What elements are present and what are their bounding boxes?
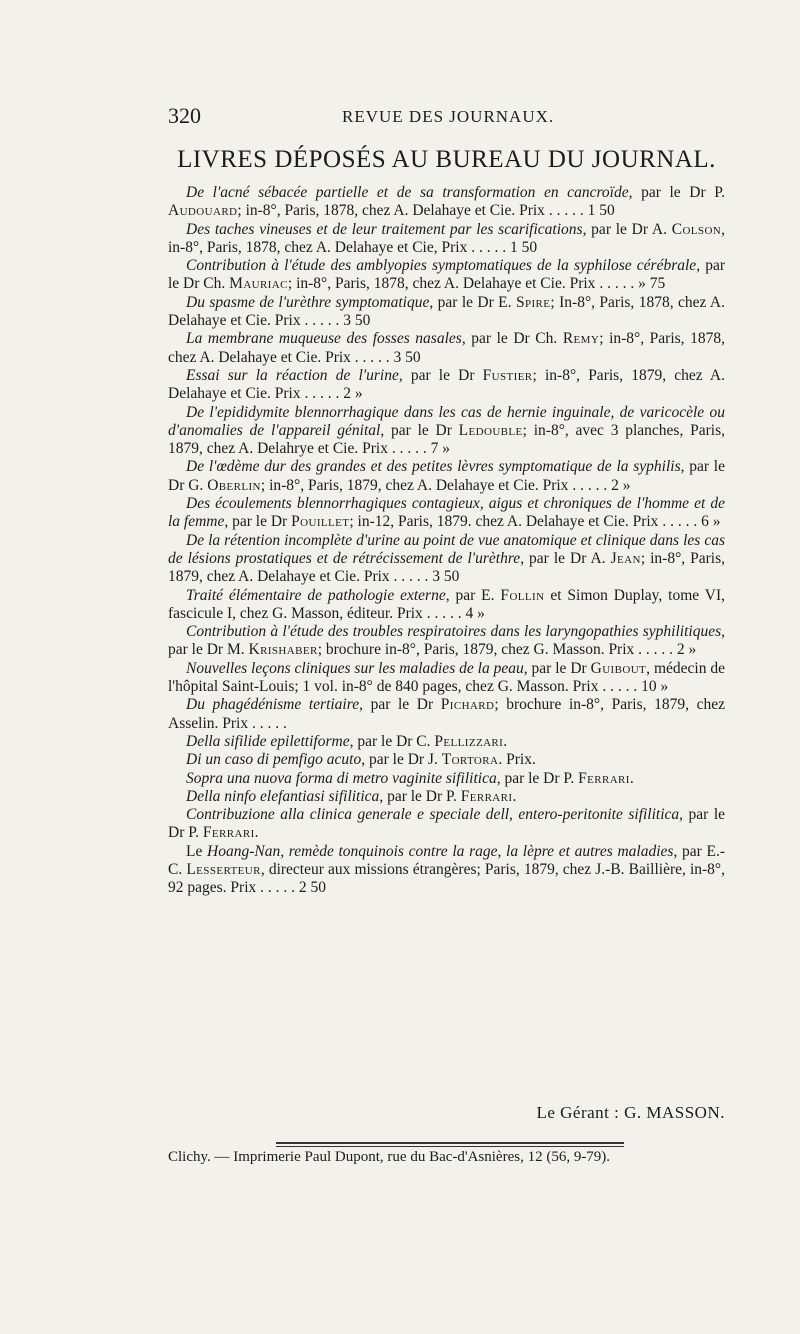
entry-author: Spire [515,293,551,311]
entry-details: . [512,787,517,805]
dot-leader: . . . . . [389,568,433,586]
entry-author: Krishaber [248,641,318,659]
entry-price: 4 » [465,604,485,622]
entry-author: Ledouble [458,421,523,439]
entry-author: Audouard [168,202,238,220]
entry-details: . [503,732,508,750]
book-entry [168,532,725,587]
entry-author: Pouillet [291,513,350,531]
book-entry [168,404,725,459]
entry-connector: , par le Dr [398,366,483,384]
entry-connector: , par le Dr P. [628,184,725,201]
entry-connector: , par le Dr E. [429,293,516,311]
book-entry [168,458,725,495]
entry-author: Mauriac [229,275,288,293]
book-entry [168,221,725,258]
entry-details: ; in-8°, Paris, 1879, chez A. Delahaye et Cie. Prix [168,549,726,586]
book-entry [168,806,725,843]
entry-author: Tortora [441,751,499,769]
entry-price: 3 50 [343,312,371,330]
dot-leader: . . . . . [387,440,431,458]
entry-price: 6 » [701,513,721,531]
entry-title: Hoang-Nan, remède tonquinois contre la rage, la lèpre et autres maladies [207,842,674,860]
entry-author: Lesserteur [186,860,261,878]
entry-details: ; in-8°, avec 3 planches, Paris, 1879, chez A. Delahrye et Cie. Prix [168,421,725,458]
entry-details: et Simon Duplay, tome VI, fascicule I, chez G. Masson, éditeur. Prix [168,586,725,622]
entry-author: Ferrari [578,769,630,787]
dot-leader: . . . . . [248,714,287,732]
entry-author: Fustier [482,366,533,384]
entry-title: De l'acné sébacée partielle et de sa transformation en cancroïde [186,184,629,201]
book-entry [168,257,725,294]
book-entry [168,696,725,733]
entry-details: ; brochure in-8°, Paris, 1879, chez Asselin. Prix [168,696,725,732]
entry-connector: , par le Dr M. [168,623,725,659]
entry-title: Essai sur la réaction de l'urine [186,366,399,384]
book-entry [168,294,725,331]
entry-price: 10 » [641,678,669,696]
entry-title: Sopra una nuova forma di metro vaginite sifilitica [186,769,497,787]
page-number: 320 [168,103,201,128]
book-entry [168,587,725,624]
entry-price: 1 50 [509,238,538,256]
entry-connector: , par le Dr P. [168,806,725,842]
entry-author: Pellizzari [434,732,504,750]
book-entry [168,751,725,769]
entry-details: ; in-8°, Paris, 1878, chez A. Delahaye et Cie. Prix [287,275,596,293]
entry-connector: , par E.-C. [168,842,725,878]
entry-title: De la rétention incomplète d'urine au point de vue anatomique et clinique dans les cas de lésions prostatiques et de rétrécissement de l'urèthre [168,531,725,567]
entry-title: Della sifilide epilettiforme [186,732,350,750]
entry-connector: , par le Dr Ch. [461,330,563,348]
book-entry [168,495,725,532]
entry-details: ; brochure in-8°, Paris, 1879, chez G. Masson. Prix [317,641,635,659]
book-entry [168,330,725,367]
dot-leader: . . . . . [544,202,588,220]
entry-connector: , par le Dr G. [168,458,725,494]
entry-author: Oberlin [207,476,261,494]
entry-details: . Prix. [498,751,536,769]
dot-leader: . . . . . [595,275,639,293]
entry-price: 2 » [676,641,697,659]
book-entry [168,770,725,788]
entry-title: Nouvelles leçons cliniques sur les maladies de la peau [186,659,524,677]
entry-connector: , par le Dr C. [349,732,435,750]
entry-title: De l'œdème dur des grandes et des petites lèvres symptomatique de la syphilis [186,458,681,476]
dot-leader: . . . . . [256,879,299,897]
entry-title: Contribution à l'étude des amblyopies symptomatiques de la syphilose cérébrale [186,257,697,275]
book-entry [168,184,725,221]
entry-details: , médecin de l'hôpital Saint-Louis; 1 vol. in-8° de 840 pages, chez G. Masson. Prix [168,659,725,696]
dot-leader: . . . . . [634,641,677,659]
entry-title: Des taches vineuses et de leur traitement par les scarifications [186,220,583,238]
dot-leader: . . . . . [598,678,642,696]
entry-connector: , par le Dr A. [582,220,672,238]
entry-connector: , par le Dr [359,696,441,714]
entry-details: , in-8°, Paris, 1878, chez A. Delahaye et Cie, Prix [168,220,726,256]
book-entry [168,660,725,697]
entry-title: De l'epididymite blennorrhagique dans les cas de hernie inguinale, de varicocèle ou d'anomalies de l'appareil génital [168,403,725,439]
entry-title: Des écoulements blennorrhagiques contagieux, aigus et chroniques de l'homme et de la femme [168,495,725,531]
dot-leader: . . . . . [300,385,344,403]
book-entry [168,843,725,898]
entry-title: La membrane muqueuse des fosses nasales [186,330,462,348]
entry-price: 1 50 [587,202,615,220]
entry-price: 3 50 [393,348,421,366]
dot-leader: . . . . . [300,312,344,330]
entry-details: , directeur aux missions étrangères; Paris, 1879, chez J.-B. Baillière, in-8°, 92 pages. Prix [168,860,725,897]
entry-price: 2 » [343,385,363,403]
entry-connector: , par le Dr P. [379,787,461,805]
entry-author: Pichard [440,696,495,714]
entry-prefix: Le [186,842,208,860]
dot-leader: . . . . . [422,604,466,622]
entry-title: Di un caso di pemfigo acuto [186,751,362,769]
dot-leader: . . . . . [658,513,702,531]
book-entry [168,367,725,404]
entry-price: 2 » [611,476,631,494]
section-title: LIVRES DÉPOSÉS AU BUREAU DU JOURNAL. [177,146,716,173]
entry-connector: , par le Dr [380,421,459,439]
entry-details: ; in-8°, Paris, 1879, chez A. Delahaye et Cie. Prix [168,366,725,403]
running-head [168,103,725,133]
book-entry [168,623,725,660]
entry-details: ; in-12, Paris, 1879. chez A. Delahaye et Cie. Prix [349,513,659,531]
entry-author: Follin [500,586,545,604]
entry-title: Contribuzione alla clinica generale e speciale dell, entero-peritonite sifilitica [186,806,680,824]
dot-leader: . . . . . [350,348,394,366]
book-list [168,184,725,898]
entry-details: ; in-8°, Paris, 1878, chez A. Delahaye et Cie. Prix [168,330,725,366]
entry-author: Ferrari [202,824,255,842]
entry-connector: , par le Dr [523,659,591,677]
entry-details: . [629,769,634,787]
dot-leader: . . . . . [467,238,510,256]
entry-connector: , par E. [445,586,501,604]
dot-leader: . . . . . [568,476,612,494]
entry-connector: , par le Dr Ch. [168,257,725,293]
entry-author: Colson [671,220,722,238]
entry-price: » 75 [638,275,666,293]
book-entry [168,788,725,806]
entry-connector: , par le Dr J. [361,751,442,769]
entry-connector: , par le Dr A. [520,549,611,567]
entry-details: ; in-8°, Paris, 1878, chez A. Delahaye et Cie. Prix [237,202,545,220]
signature: Le Gérant : G. MASSON. [536,1103,725,1122]
entry-price: 3 50 [432,568,460,586]
entry-title: Du spasme de l'urèthre symptomatique [186,293,430,311]
imprint-line: Clichy. — Imprimerie Paul Dupont, rue du Bac-d'Asnières, 12 (56, 9-79). [168,1149,611,1165]
entry-details: . [254,824,259,842]
entry-details: ; In-8°, Paris, 1878, chez A. Delahaye et Cie. Prix [168,293,725,330]
entry-title: Du phagédénisme tertiaire [186,696,360,714]
entry-author: Ferrari [460,787,513,805]
entry-author: Jean [610,549,641,567]
entry-details: ; in-8°, Paris, 1879, chez A. Delahaye et Cie. Prix [260,476,569,494]
entry-price: 2 50 [298,879,327,897]
entry-connector: , par le Dr P. [496,769,579,787]
entry-price: 7 » [430,440,450,458]
footer-rule [276,1142,624,1147]
entry-connector: , par le Dr [224,513,292,531]
entry-author: Remy [562,330,600,348]
entry-author: Guibout [590,659,647,677]
entry-title: Della ninfo elefantiasi sifilitica [186,787,380,805]
entry-title: Contribution à l'étude des troubles respiratoires dans les laryngopathies syphilitiques [186,623,722,641]
book-entry [168,733,725,751]
entry-title: Traité élémentaire de pathologie externe [186,586,446,604]
journal-title: REVUE DES JOURNAUX. [342,107,555,126]
